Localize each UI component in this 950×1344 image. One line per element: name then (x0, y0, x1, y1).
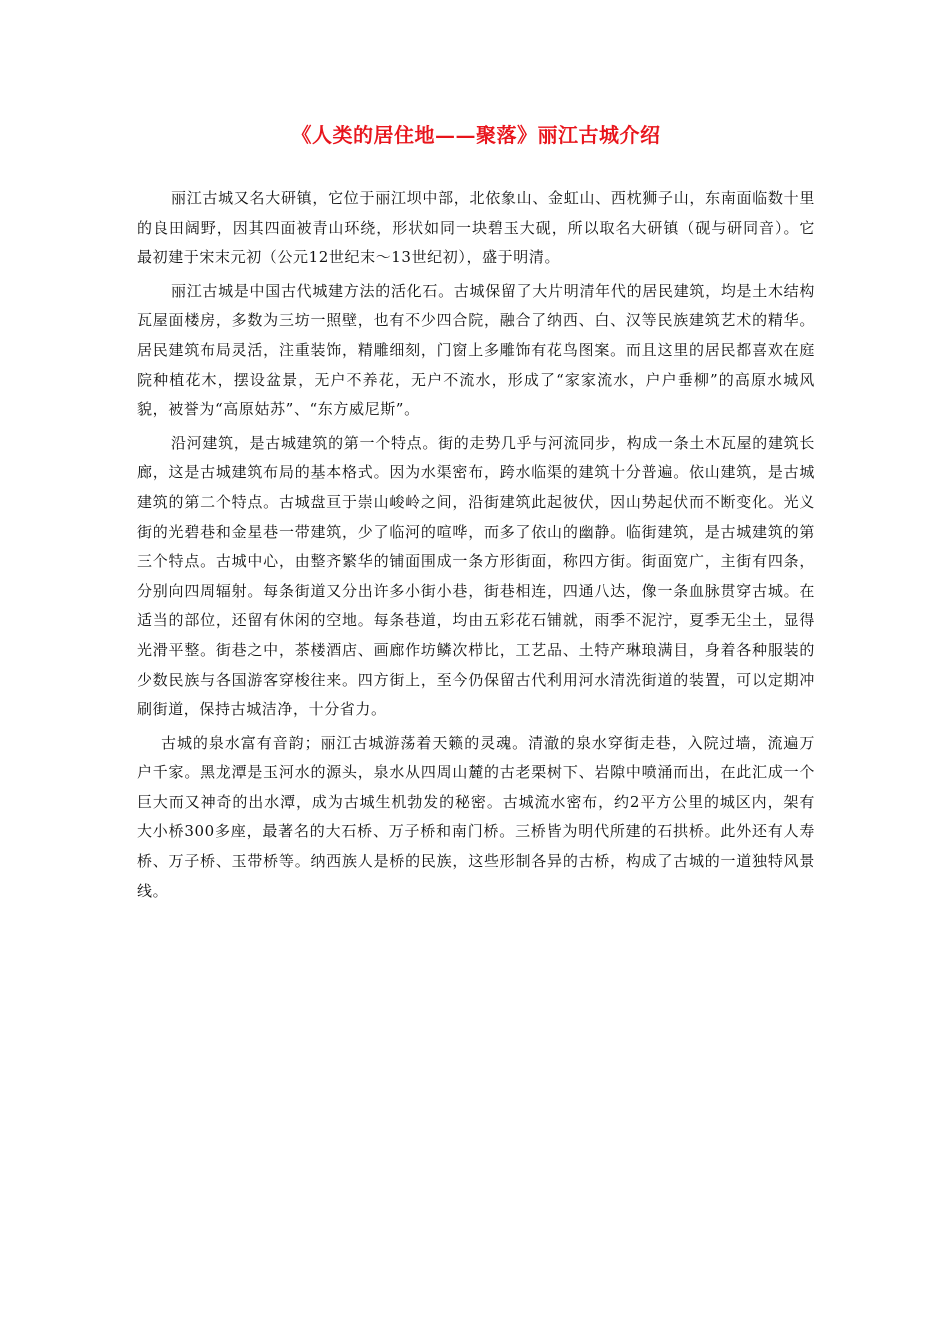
paragraph-architecture: 丽江古城是中国古代城建方法的活化石。古城保留了大片明清年代的居民建筑，均是土木结构瓦屋面楼房，多数为三坊一照壁，也有不少四合院，融合了纳西、白、汉等民族建筑艺术的精华。居民建筑布局灵活，注重装饰，精雕细刻，门窗上多雕饰有花鸟图案。而且这里的居民都喜欢在庭院种植花木，摆设盆景，无户不养花，无户不流水，形成了“家家流水，户户垂柳”的高原水城风貌，被誉为“高原姑苏”、“东方威尼斯”。 (137, 281, 815, 419)
document-title: 《人类的居住地——聚落》丽江古城介绍 (291, 123, 661, 147)
paragraph-location: 丽江古城又名大研镇，它位于丽江坝中部，北依象山、金虹山、西枕狮子山，东南面临数十里的良田阔野，因其四面被青山环绕，形状如同一块碧玉大砚，所以取名大研镇（砚与研同音）。它最初建于宋末元初（公元12世纪末～13世纪初），盛于明清。 (137, 189, 815, 267)
paragraph-features: 沿河建筑，是古城建筑的第一个特点。街的走势几乎与河流同步，构成一条土木瓦屋的建筑长廊，这是古城建筑布局的基本格式。因为水渠密布，跨水临渠的建筑十分普遍。依山建筑，是古城建筑的第二个特点。古城盘亘于崇山峻岭之间，沿街建筑此起彼伏，因山势起伏而不断变化。光义街的光碧巷和金星巷一带建筑，少了临河的喧哗，而多了依山的幽静。临街建筑，是古城建筑的第三个特点。古城中心，由整齐繁华的铺面围成一条方形街面，称四方街。街面宽广，主街有四条，分别向四周辐射。每条街道又分出许多小街小巷，街巷相连，四通八达，像一条血脉贯穿古城。在适当的部位，还留有休闲的空地。每条巷道，均由五彩花石铺就，雨季不泥泞，夏季无尘土，显得光滑平整。街巷之中，茶楼酒店、画廊作坊鳞次栉比，工艺品、土特产琳琅满目，身着各种服装的少数民族与各国游客穿梭往来。四方街上，至今仍保留古代利用河水清洗街道的装置，可以定期冲刷街道，保持古城洁净，十分省力。 (137, 433, 815, 719)
paragraph-water-bridges: 古城的泉水富有音韵；丽江古城游荡着天籁的灵魂。清澈的泉水穿街走巷，入院过墙，流遍万户千家。黑龙潭是玉河水的源头，泉水从四周山麓的古老栗树下、岩隙中喷涌而出，在此汇成一个巨大而又神奇的出水潭，成为古城生机勃发的秘密。古城流水密布，约2平方公里的城区内，架有大小桥300多座，最著名的大石桥、万子桥和南门桥。三桥皆为明代所建的石拱桥。此外还有人寿桥、万子桥、玉带桥等。纳西族人是桥的民族，这些形制各异的古桥，构成了古城的一道独特风景线。 (137, 733, 815, 900)
